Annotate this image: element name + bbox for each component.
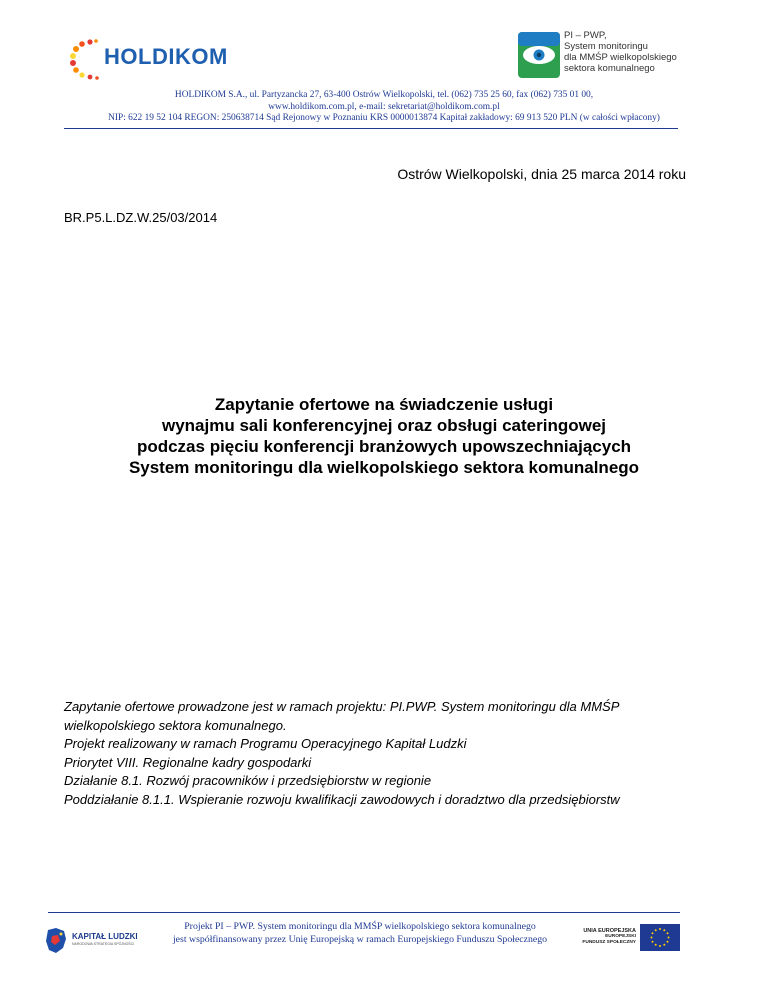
header-divider [64,128,678,129]
eu-label-line: UNIA EUROPEJSKA [583,928,636,934]
eu-label-line: FUNDUSZ SPOŁECZNY [582,940,636,945]
project-logo-line: System monitoringu [564,41,648,52]
project-logo-line: PI – PWP, [564,30,607,41]
poland-map-icon [44,926,68,956]
logo-wordmark: HOLDIKOM [104,44,228,69]
address-line: NIP: 622 19 52 104 REGON: 250638714 Sąd Rejonowy w Poznaniu KRS 0000013874 Kapitał zakładowy: 69 913 520 PLN (w całości wpłacony) [108,113,660,123]
project-info-line: Projekt realizowany w ramach Programu Operacyjnego Kapitał Ludzki [64,736,467,751]
eu-label-line: EUROPEJSKI [605,934,636,939]
footer-divider [48,912,680,913]
footer-line: jest współfinansowany przez Unię Europejską w ramach Europejskiego Funduszu Społecznego [172,934,548,945]
project-logo-text [564,30,677,74]
project-logo [512,28,712,84]
project-info-line: Poddziałanie 8.1.1. Wspieranie rozwoju kwalifikacji zawodowych i doradztwo dla przedsiębiorstw [64,791,620,807]
project-info-line: Zapytanie ofertowe prowadzone jest w ramach projektu: PI.PWP. System monitoringu dla MMŚP [64,699,620,714]
document-date: Ostrów Wielkopolski, dnia 25 marca 2014 roku [397,166,686,182]
monitoring-eye-icon [516,30,562,80]
document-title [40,394,728,478]
address-line: HOLDIKOM S.A., ul. Partyzancka 27, 63-400 Ostrów Wielkopolski, tel. (062) 735 25 60, fax (062) 735 01 00, [174,90,594,100]
document-reference: BR.P5.L.DZ.W.25/03/2014 [64,210,218,225]
title-line: System monitoringu dla wielkopolskiego sektora komunalnego [128,458,640,477]
title-line: podczas pięciu konferencji branżowych upowszechniających [136,437,632,456]
project-info-line: Działanie 8.1. Rozwój pracowników i przedsiębiorstw w regionie [64,773,432,788]
title-line: Zapytanie ofertowe na świadczenie usługi [214,395,554,414]
footer-line: Projekt PI – PWP. System monitoringu dla MMŚP wielkopolskiego sektora komunalnego [184,921,536,932]
kapital-ludzki-logo [44,924,159,960]
project-info-line: wielkopolskiego sektora komunalnego. [64,717,287,733]
eu-label [576,928,636,946]
footer-funding-note [160,920,560,946]
address-line: www.holdikom.com.pl, e-mail: sekretariat@holdikom.com.pl [268,101,500,112]
dots-logo-icon [68,36,104,82]
project-info [64,698,714,809]
company-address [40,90,728,125]
kapital-ludzki-label: KAPITAŁ LUDZKI [72,932,138,941]
eu-flag-icon [640,924,680,951]
project-info-line: Priorytet VIII. Regionalne kadry gospodarki [64,754,312,770]
kapital-ludzki-sublabel: NARODOWA STRATEGIA SPÓJNOŚCI [72,942,135,946]
holdikom-logo [68,36,268,82]
project-logo-line: sektora komunalnego [564,63,655,74]
project-logo-line: dla MMŚP wielkopolskiego [564,52,677,63]
title-line: wynajmu sali konferencyjnej oraz obsługi cateringowej [161,416,606,435]
